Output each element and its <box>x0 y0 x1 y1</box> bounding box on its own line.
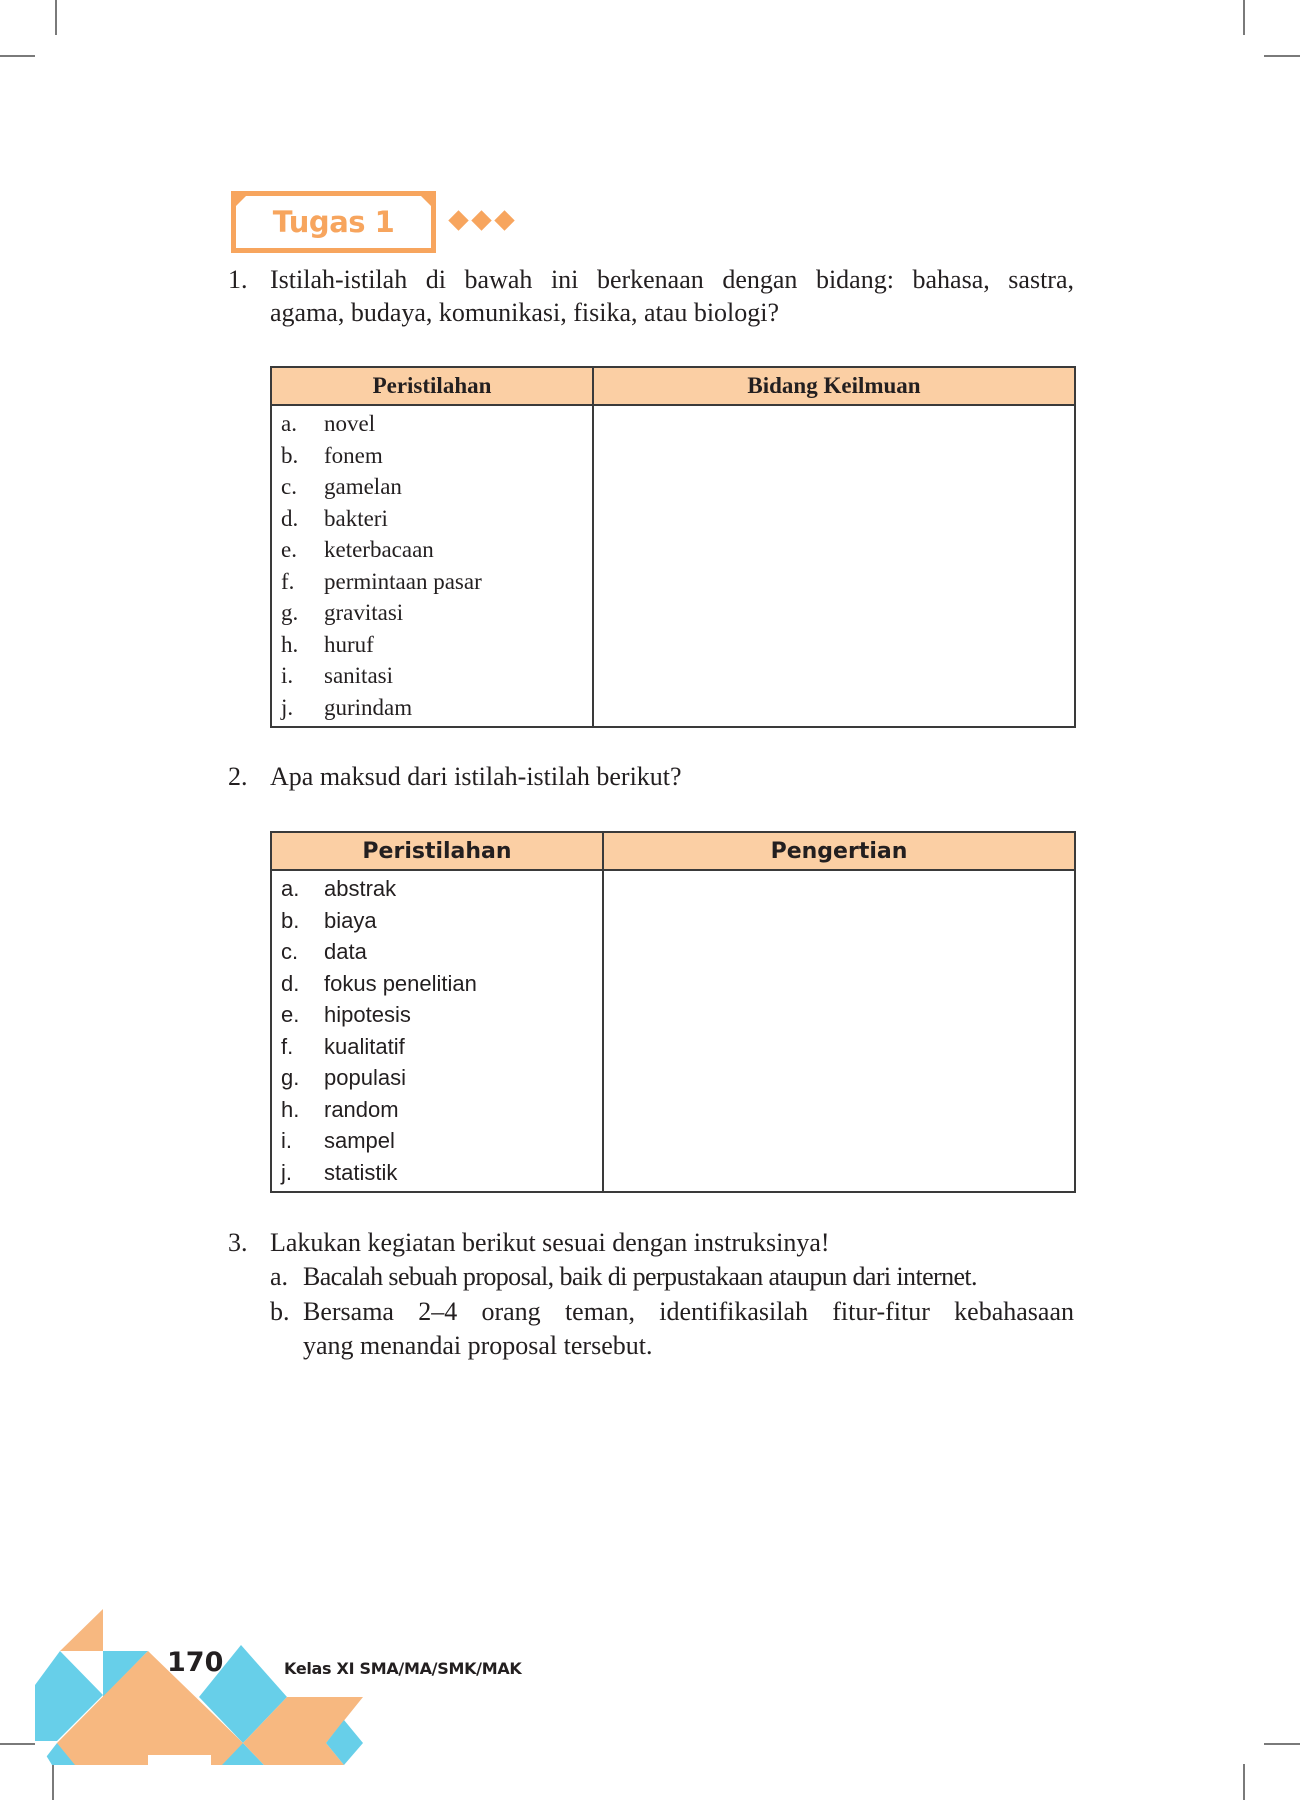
question-number: 2. <box>228 762 248 791</box>
question-2 <box>228 760 1074 796</box>
task-title: Tugas 1 <box>272 205 395 239</box>
item-letter: b. <box>281 907 300 933</box>
diamond-icon <box>448 210 468 230</box>
list-item <box>272 873 602 905</box>
item-term: data <box>324 939 367 964</box>
list-item <box>272 629 592 661</box>
question-3 <box>228 1226 1074 1262</box>
subitem-b <box>270 1295 1074 1365</box>
item-letter: f. <box>281 1033 294 1059</box>
list-item <box>272 999 602 1031</box>
item-term: random <box>324 1096 399 1122</box>
subitem-text: Bersama 2–4 orang teman, identifikasilah fitur-fitur kebahasaan <box>303 1297 1074 1326</box>
terms-definition-table <box>270 831 1076 1193</box>
crop-mark <box>1264 55 1300 57</box>
list-item <box>272 1157 602 1189</box>
page-number: 170 <box>167 1647 224 1678</box>
item-letter: d. <box>281 505 299 531</box>
item-term: hipotesis <box>324 1002 411 1027</box>
list-item <box>272 1031 602 1063</box>
terms-list-cell <box>271 405 593 727</box>
crop-mark <box>55 0 57 35</box>
list-item <box>272 503 592 535</box>
list-item <box>272 408 592 440</box>
question-number: 3. <box>228 1228 248 1257</box>
item-term: huruf <box>324 631 374 657</box>
list-item <box>272 597 592 629</box>
item-term: gamelan <box>324 474 402 499</box>
item-letter: g. <box>281 600 299 625</box>
crop-mark <box>1243 0 1245 35</box>
item-term: permintaan pasar <box>324 568 482 594</box>
item-term: keterbacaan <box>324 537 434 562</box>
item-letter: a. <box>281 876 300 901</box>
item-letter: h. <box>281 1096 300 1122</box>
item-term: gurindam <box>324 694 413 720</box>
item-letter: d. <box>281 970 300 996</box>
list-item <box>272 1125 602 1157</box>
item-letter: b. <box>281 442 299 468</box>
question-text-line: Istilah-istilah di bawah ini berkenaan dengan bidang: bahasa, sastra, <box>270 265 1074 294</box>
item-term: populasi <box>324 1065 406 1090</box>
question-text-line: Apa maksud dari istilah-istilah berikut? <box>270 762 682 791</box>
item-letter: a. <box>281 411 297 436</box>
subitem-text: yang menandai proposal tersebut. <box>303 1331 653 1360</box>
field-answer-cell[interactable] <box>593 405 1075 727</box>
book-title: Kelas XI SMA/MA/SMK/MAK <box>284 1659 522 1678</box>
terms-list-cell <box>271 870 603 1192</box>
item-letter: i. <box>281 1128 292 1153</box>
item-letter: j. <box>281 1159 292 1185</box>
tangram-decoration <box>0 1590 420 1780</box>
column-header-terms: Peristilahan <box>271 367 593 405</box>
list-item <box>272 660 592 692</box>
question-number: 1. <box>228 265 248 294</box>
item-term: gravitasi <box>324 600 404 625</box>
subitem-letter: a. <box>270 1262 289 1291</box>
list-item <box>272 1062 602 1094</box>
item-letter: f. <box>281 568 295 594</box>
item-term: sampel <box>324 1128 395 1153</box>
diamond-icon <box>471 210 491 230</box>
list-item <box>272 692 592 724</box>
item-letter: c. <box>281 474 297 499</box>
column-header-definition: Pengertian <box>603 832 1075 870</box>
task-title-box <box>231 191 436 253</box>
list-item <box>272 905 602 937</box>
list-item <box>272 471 592 503</box>
question-text-line: agama, budaya, komunikasi, fisika, atau biologi? <box>270 298 780 327</box>
list-item <box>272 566 592 598</box>
definition-answer-cell[interactable] <box>603 870 1075 1192</box>
subitem-text: Bacalah sebuah proposal, baik di perpustakaan ataupun dari internet. <box>303 1262 977 1291</box>
item-term: bakteri <box>324 505 388 531</box>
column-header-field: Bidang Keilmuan <box>593 367 1075 405</box>
item-term: abstrak <box>324 876 397 901</box>
question-1 <box>228 263 1074 333</box>
item-term: novel <box>324 411 376 436</box>
crop-mark <box>1243 1764 1245 1800</box>
crop-mark <box>1264 1743 1300 1745</box>
list-item <box>272 440 592 472</box>
item-term: statistik <box>324 1159 398 1185</box>
item-term: fonem <box>324 442 383 468</box>
item-letter: j. <box>281 694 294 720</box>
question-text-line: Lakukan kegiatan berikut sesuai dengan instruksinya! <box>270 1228 830 1257</box>
item-term: sanitasi <box>324 663 393 688</box>
list-item <box>272 936 602 968</box>
terms-field-table <box>270 366 1076 728</box>
item-letter: e. <box>281 537 297 562</box>
list-item <box>272 968 602 1000</box>
item-letter: e. <box>281 1002 300 1027</box>
diamond-icon <box>494 210 514 230</box>
subitem-letter: b. <box>270 1297 290 1326</box>
item-term: biaya <box>324 907 377 933</box>
item-letter: c. <box>281 939 299 964</box>
item-term: kualitatif <box>324 1033 405 1059</box>
list-item <box>272 1094 602 1126</box>
column-header-terms: Peristilahan <box>271 832 603 870</box>
item-letter: i. <box>281 663 294 688</box>
item-letter: h. <box>281 631 299 657</box>
list-item <box>272 534 592 566</box>
item-letter: g. <box>281 1065 300 1090</box>
item-term: fokus penelitian <box>324 970 477 996</box>
subitem-a <box>270 1260 1074 1294</box>
crop-mark <box>0 55 35 57</box>
diamond-decoration <box>450 212 513 229</box>
